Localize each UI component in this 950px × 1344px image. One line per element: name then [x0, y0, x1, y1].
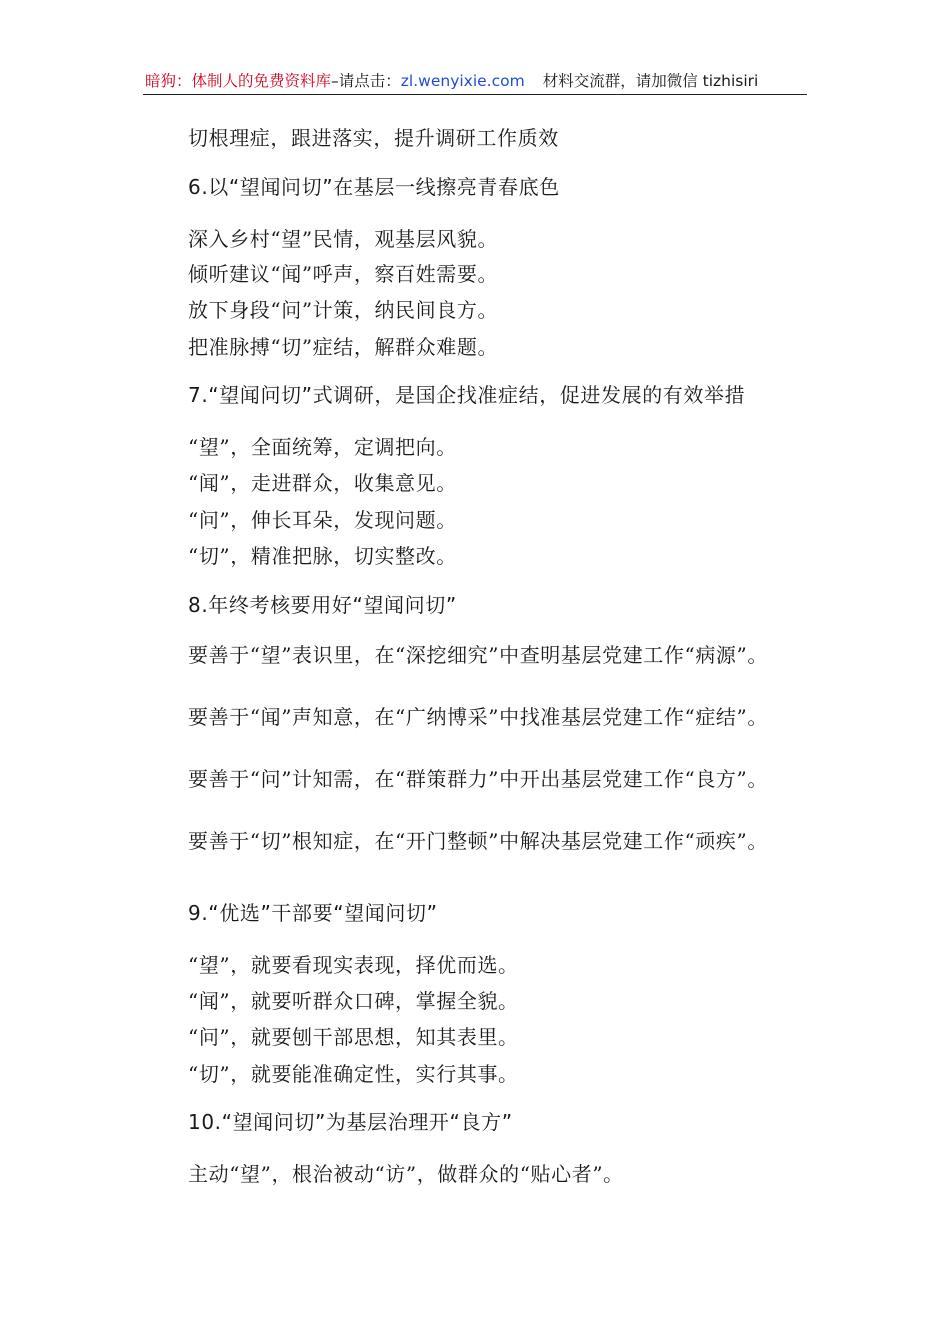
section-7-line: “问”，伸长耳朵，发现问题。 [188, 508, 457, 532]
header-brand: 暗狗：体制人的免费资料库 [145, 72, 332, 90]
section-9-heading: 9.“优选”干部要“望闻问切” [188, 901, 438, 925]
section-8-paragraph: 要善于“望”表识里，在“深挖细究”中查明基层党建工作“病源”。 [188, 643, 768, 667]
section-10-heading: 10.“望闻问切”为基层治理开“良方” [188, 1110, 513, 1134]
header-link[interactable]: zl.wenyixie.com [400, 72, 525, 90]
section-7-line: “望”，全面统筹，定调把向。 [188, 435, 457, 459]
section-7-line: “切”，精准把脉，切实整改。 [188, 544, 457, 568]
section-7-line: “闻”，走进群众，收集意见。 [188, 471, 457, 495]
section-8-heading: 8.年终考核要用好“望闻问切” [188, 593, 457, 617]
section-8-paragraph: 要善于“切”根知症，在“开门整顿”中解决基层党建工作“顽疾”。 [188, 829, 768, 853]
page-header [145, 68, 807, 94]
section-9-line: “切”，就要能准确定性，实行其事。 [188, 1062, 519, 1086]
section-7-heading: 7.“望闻问切”式调研，是国企找准症结，促进发展的有效举措 [188, 383, 746, 407]
section-9-line: “望”，就要看现实表现，择优而选。 [188, 953, 519, 977]
header-group-info: 材料交流群，请加微信 tizhisiri [542, 72, 759, 90]
section-6-line: 把准脉搏“切”症结，解群众难题。 [188, 335, 499, 359]
section-9-line: “问”，就要刨干部思想，知其表里。 [188, 1025, 519, 1049]
section-8-paragraph: 要善于“问”计知需，在“群策群力”中开出基层党建工作“良方”。 [188, 767, 768, 791]
section-9-line: “闻”，就要听群众口碑，掌握全貌。 [188, 989, 519, 1013]
section-6-heading: 6.以“望闻问切”在基层一线擦亮青春底色 [188, 175, 560, 199]
header-prompt: –请点击： [331, 72, 401, 90]
section-8-paragraph: 要善于“闻”声知意，在“广纳博采”中找准基层党建工作“症结”。 [188, 705, 768, 729]
section-6-line: 深入乡村“望”民情，观基层风貌。 [188, 227, 499, 251]
section-10-line: 主动“望”，根治被动“访”，做群众的“贴心者”。 [188, 1162, 624, 1186]
intro-line: 切根理症，跟进落实，提升调研工作质效 [188, 126, 559, 150]
section-6-line: 放下身段“问”计策，纳民间良方。 [188, 298, 499, 322]
section-6-line: 倾听建议“闻”呼声，察百姓需要。 [188, 262, 499, 286]
header-divider [143, 94, 807, 95]
